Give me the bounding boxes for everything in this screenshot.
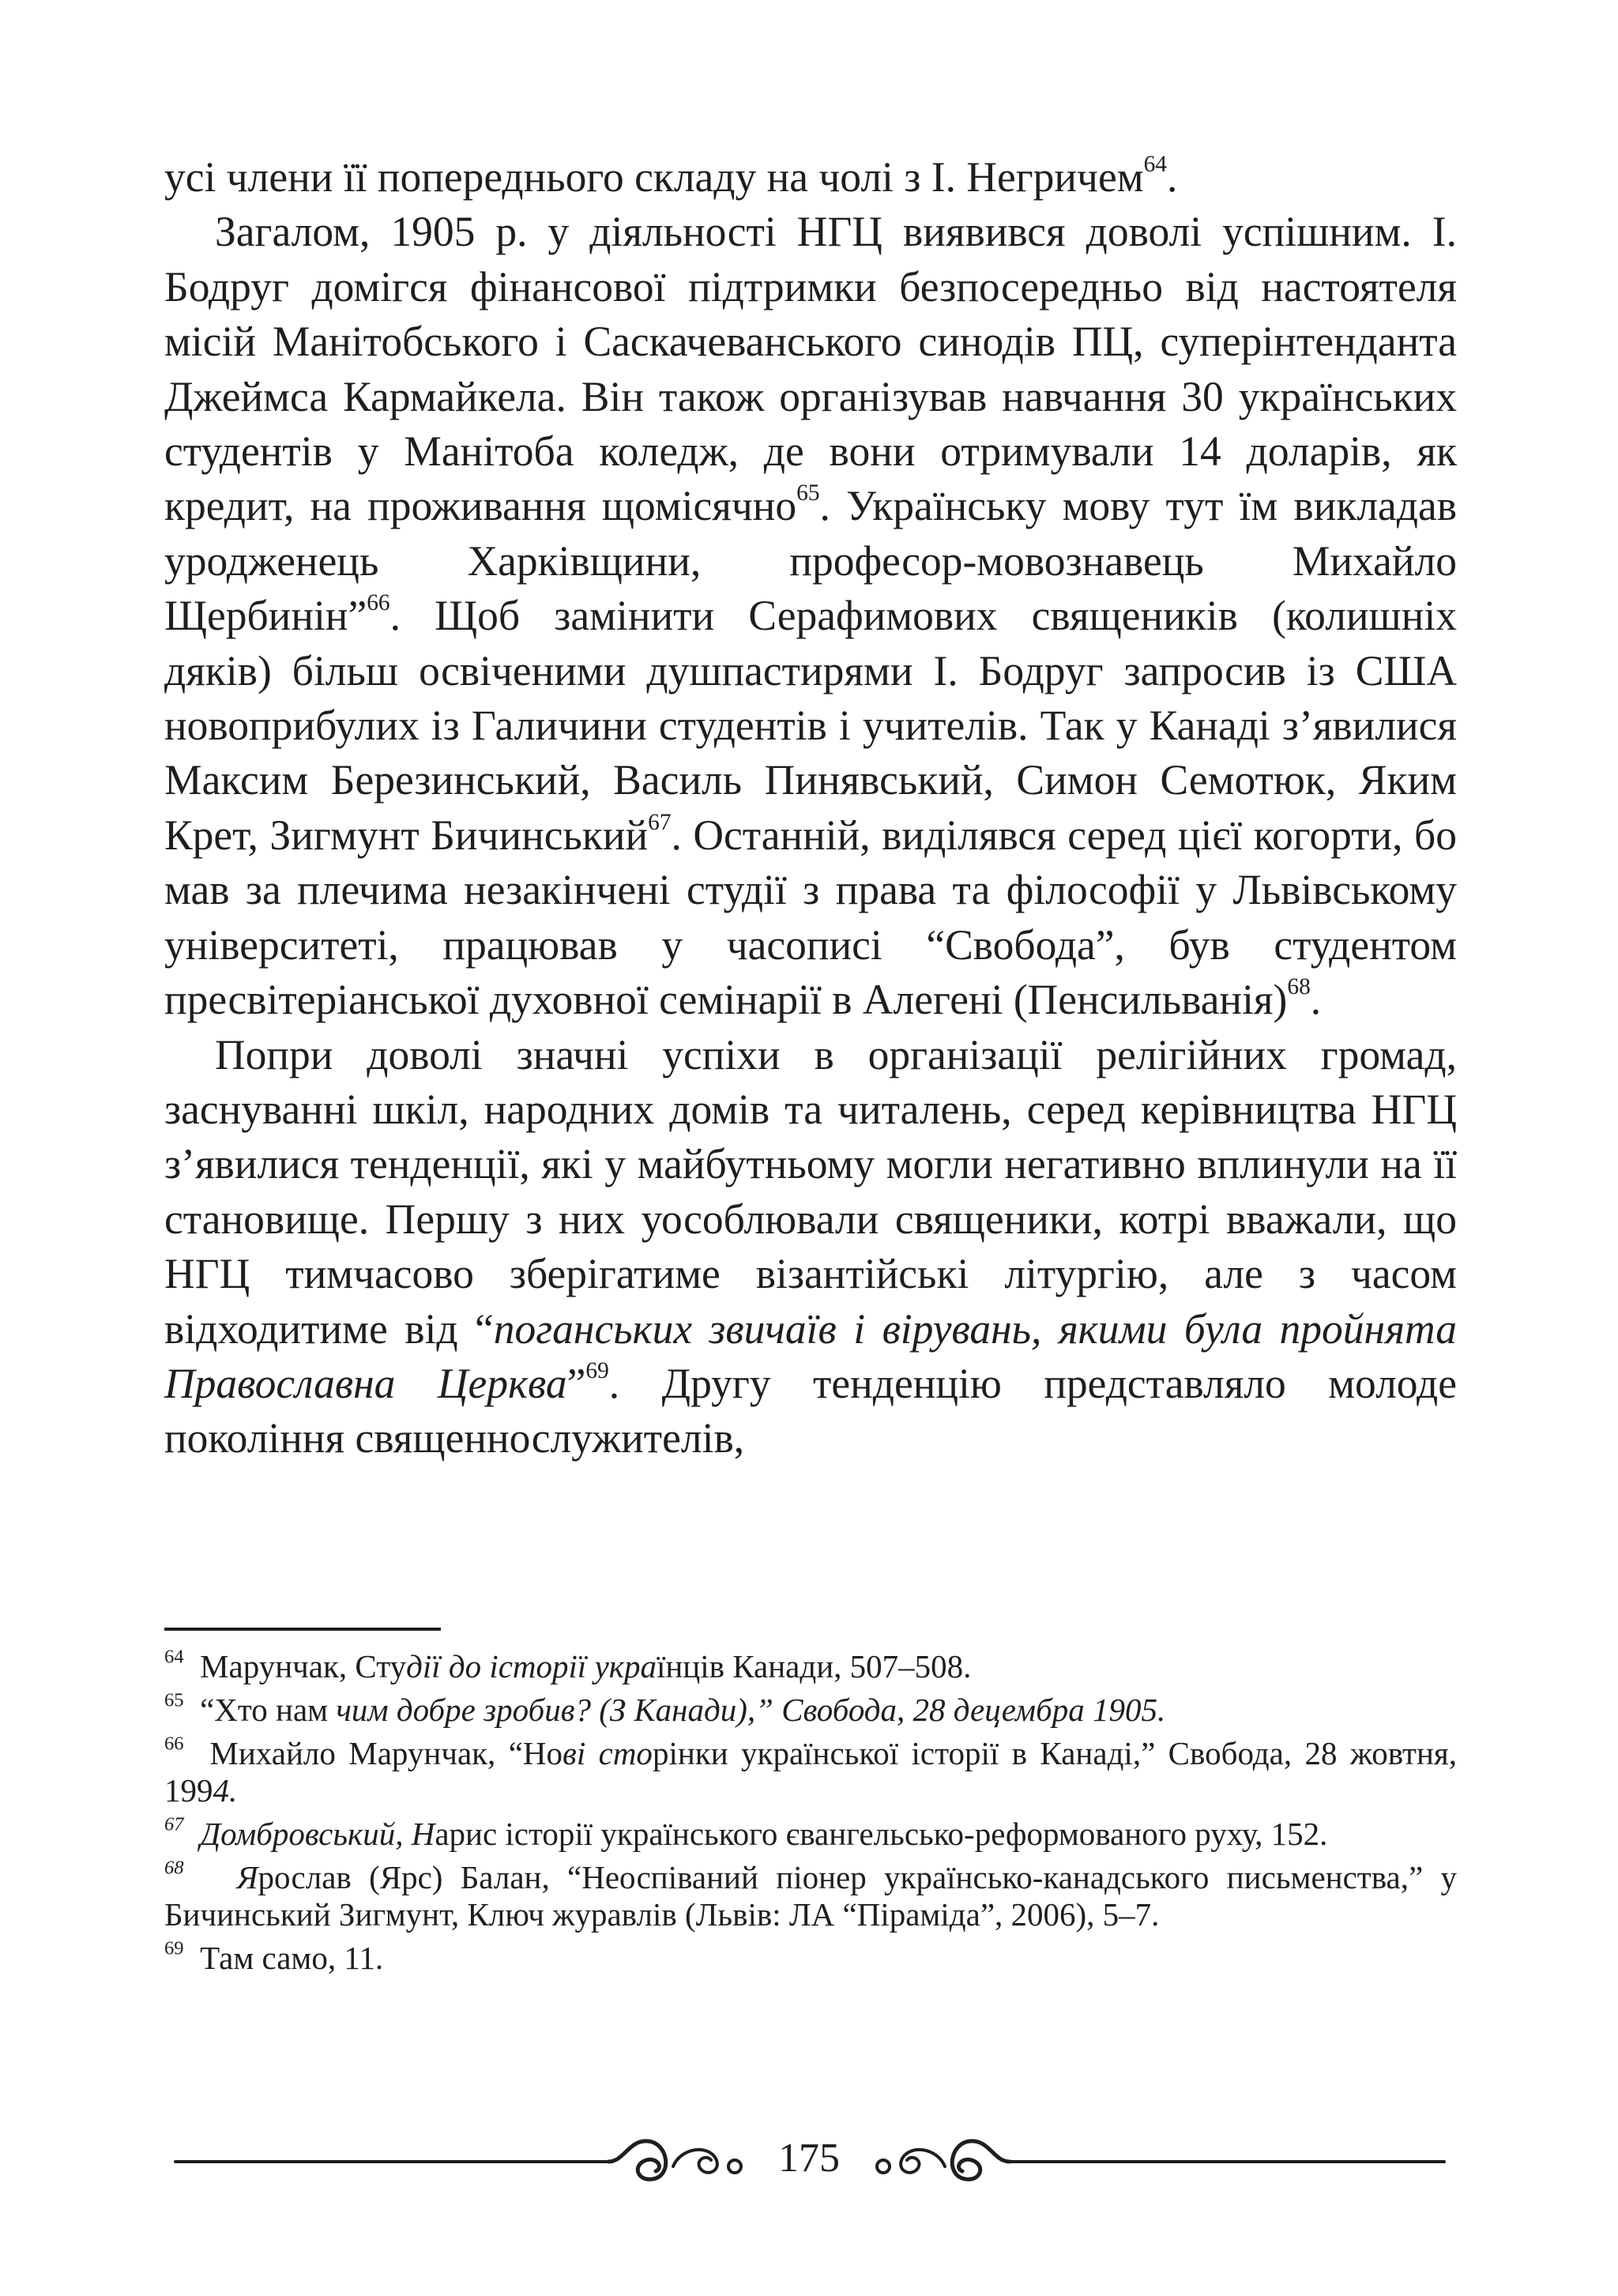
footnote-ref-64[interactable]: 64 — [1143, 152, 1167, 177]
footnote-number: 64 — [164, 1646, 184, 1668]
footnote-66: $^{66}$ Михайло Марунчак, “Нові сторінки української історії в Канаді,” Свобода, 28 жовтня, 1994. — [164, 1733, 1458, 1809]
page-number: 175 — [778, 2136, 840, 2181]
footnotes — [164, 1648, 1457, 1977]
footnote-69: $^{69}$ Там само, 11. — [164, 1937, 384, 1976]
paragraph-1: усі члени її попереднього складу на чолі з І. Негричем$^{64}$. — [164, 152, 1178, 201]
page-footer — [0, 2130, 1618, 2193]
footnote-number: 67 — [164, 1813, 184, 1835]
main-text — [164, 150, 1457, 1466]
footnote-67: $^{67}$ Домбровський, Нарис історії українського євангельсько-реформованого руху, 152. — [164, 1813, 1328, 1852]
footnote-ref-66[interactable]: 66 — [367, 590, 390, 616]
footnote-number: 68 — [164, 1857, 184, 1879]
footnote-65: $^{65}$ “Хто нам чим добре зробив? (З Канади),” Свобода, 28 децембра 1905. — [164, 1689, 1166, 1728]
quotation-italic: поганських звичаїв і вірувань, якими була пройнята Православна Церква — [164, 1304, 1458, 1407]
footnote-ref-68[interactable]: 68 — [1287, 974, 1311, 1000]
footnote-ref-65[interactable]: 65 — [796, 480, 820, 506]
footnote-divider — [164, 1628, 441, 1631]
footnote-ref-67[interactable]: 67 — [648, 809, 672, 835]
footnote-ref-69[interactable]: 69 — [585, 1357, 609, 1383]
footnote-number: 65 — [164, 1689, 184, 1711]
footnote-number: 69 — [164, 1937, 184, 1959]
footnote-64: $^{64}$ Марунчак, Студії до історії українців Канади, 507–508. — [164, 1646, 972, 1684]
paragraph-3: Попри доволі значні успіхи в організації релігійних громад, заснуванні шкіл, народних домів та читалень, серед керівництва НГЦ з’явилися тенденції, які у майбутньому могли негативно вплинули на її становище. Першу з них уособлювали священики, котрі вважали, що НГЦ тимчасово зберігатиме візантійські літургію, але з часом відходитиме від “поганських звичаїв і вірувань, якими була пройнята Православна Церква”$^{69}$. Другу тенденцію представляло молоде покоління священнослужителів, — [164, 1030, 1458, 1462]
footnote-68: $^{68}$ Ярослав (Ярс) Балан, “Неоспіваний піонер українсько-канадського письменства,” у Бичинський Зигмунт, Ключ журавлів (Львів: ЛА “Піраміда”, 2006), 5–7. — [164, 1857, 1458, 1933]
paragraph-2: Загалом, 1905 р. у діяльності НГЦ виявився доволі успішним. І. Бодруг домігся фінансової підтримки безпосередньо від настоятеля місій Манітобського і Саскачеванського синодів ПЦ, суперінтенданта Джеймса Кармайкела. Він також організував навчання 30 українських студентів у Манітоба коледж, де вони отримували 14 доларів, як кредит, на проживання щомісячно$^{65}$. Українську мову тут їм викладав уродженець Харківщини, професор-мовознавець Михайло Щербинін”$^{66}$. Щоб замінити Серафимових священиків (колишніх дяків) більш освіченими душпастирями І. Бодруг запросив із США новоприбулих із Галичини студентів і учителів. Так у Канаді з’явилися Максим Березинський, Василь Пинявський, Симон Семотюк, Яким Крет, Зигмунт Бичинський$^{67}$. Останній, виділявся серед цієї когорти, бо мав за плечима незакінчені студії з права та філософії у Львівському університеті, працював у часописі “Свобода”, був студентом пресвітеріанської духовної семінарії в Алегені (Пенсильванія)$^{68}$. — [164, 208, 1457, 1024]
footnote-number: 66 — [164, 1733, 184, 1755]
